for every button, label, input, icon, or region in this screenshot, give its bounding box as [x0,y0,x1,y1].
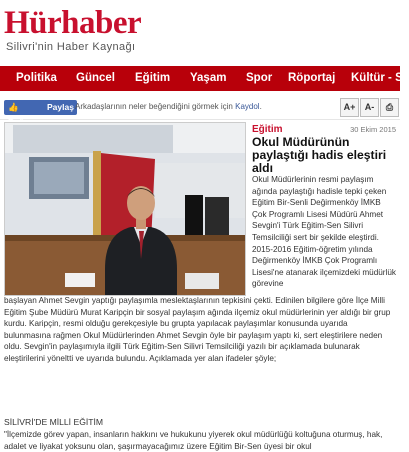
article-photo-image [5,123,245,295]
facebook-prompt-end: . [259,102,262,111]
nav-item-kultur-sanat[interactable]: Kültür - Sa [351,72,409,84]
nav-item-egitim[interactable]: Eğitim [135,72,171,84]
social-bar [0,97,400,120]
article-section-title: SİLİVRİ'DE MİLLİ EĞİTİM [4,417,104,427]
thumbs-up-icon: 👍 [8,102,19,112]
nav-item-guncel[interactable]: Güncel [76,72,115,84]
print-icon[interactable]: ⎙ [380,98,399,117]
facebook-prompt-text: Arkadaşlarının neler beğendiğini görmek için [75,102,233,111]
nav-item-roportaj[interactable]: Röportaj [288,72,336,84]
font-decrease-button[interactable]: A- [360,98,379,117]
nav-item-politika[interactable]: Politika [16,72,57,84]
article-title: Okul Müdürünün paylaştığı hadis eleştiri aldı [252,135,387,175]
facebook-prompt [75,102,262,111]
article-photo [4,122,246,296]
facebook-share-button[interactable]: Paylaş [43,100,77,115]
nav-item-yasam[interactable]: Yaşam [190,72,227,84]
article-date: 30 Ekim 2015 [350,125,396,134]
signup-link[interactable]: Kaydol [235,102,260,111]
facebook-like-button[interactable] [4,100,46,115]
site-logo[interactable]: Hürhaber [4,5,142,41]
site-tagline: Silivri'nin Haber Kaynağı [6,41,136,53]
main-nav [0,66,409,91]
article-body: başlayan Ahmet Sevgin yaptığı paylaşımla meslektaşlarının tepkisini çekti. Edinilen bilgilere göre İlçe Milli Eğitim Şube Müdürü Murat Karipçin bir sosyal paylaşım ağında ilçemiz okul müdürlerinin yer aldığı bir grup kurdu. Karipçin, resmi olduğu gerekçesiyle bu grupta yapılacak paylaşımlar konusunda uyarıda bulunmasına rağmen Okul Müdürlerinden Ahmet Sevgin öyle bir paylaşım yaptı ki, sert eleştirilere neden oldu. Sevgin'in paylaşımıyla ilgili Türk Eğitim-Sen Silivri Temsilciliği yazılı bir açıklamada bulunarak eleştirilerini yöneltti ve uyarıda bulundu. Açıklamada yer alan ifadeler şöyle; [4,296,391,363]
nav-item-spor[interactable]: Spor [246,72,273,84]
article-category[interactable]: Eğitim [252,124,283,135]
site-header [0,0,400,66]
article-quote: "İlçemizde görev yapan, insanların hakkını ve hukukunu yiyerek okul müdürlüğü koltuğuna oturmuş, hak, adalet ve liyakat yoksunu olan, şaşırmayacağımız üzere Eğitim Bir-Sen üyesi bir okul [4,430,383,451]
font-increase-button[interactable]: A+ [340,98,359,117]
article-intro: Okul Müdürlerinin resmi paylaşım ağında paylaştığı hadisle tepki çeken Eğitim Bir-Senli Değirmenköy İMKB Çok Programlı Lisesi Müdürü Ahmet Sevgin'i Türk Eğitim-Sen Silivri Temsilciliği sert bir şekilde eleştirdi. 2015-2016 Eğitim-öğretim yılında Değirmenköy İMKB Çok Programlı Lisesi'ne atanarak ilçemizdeki müdürlük görevine [252,175,397,289]
